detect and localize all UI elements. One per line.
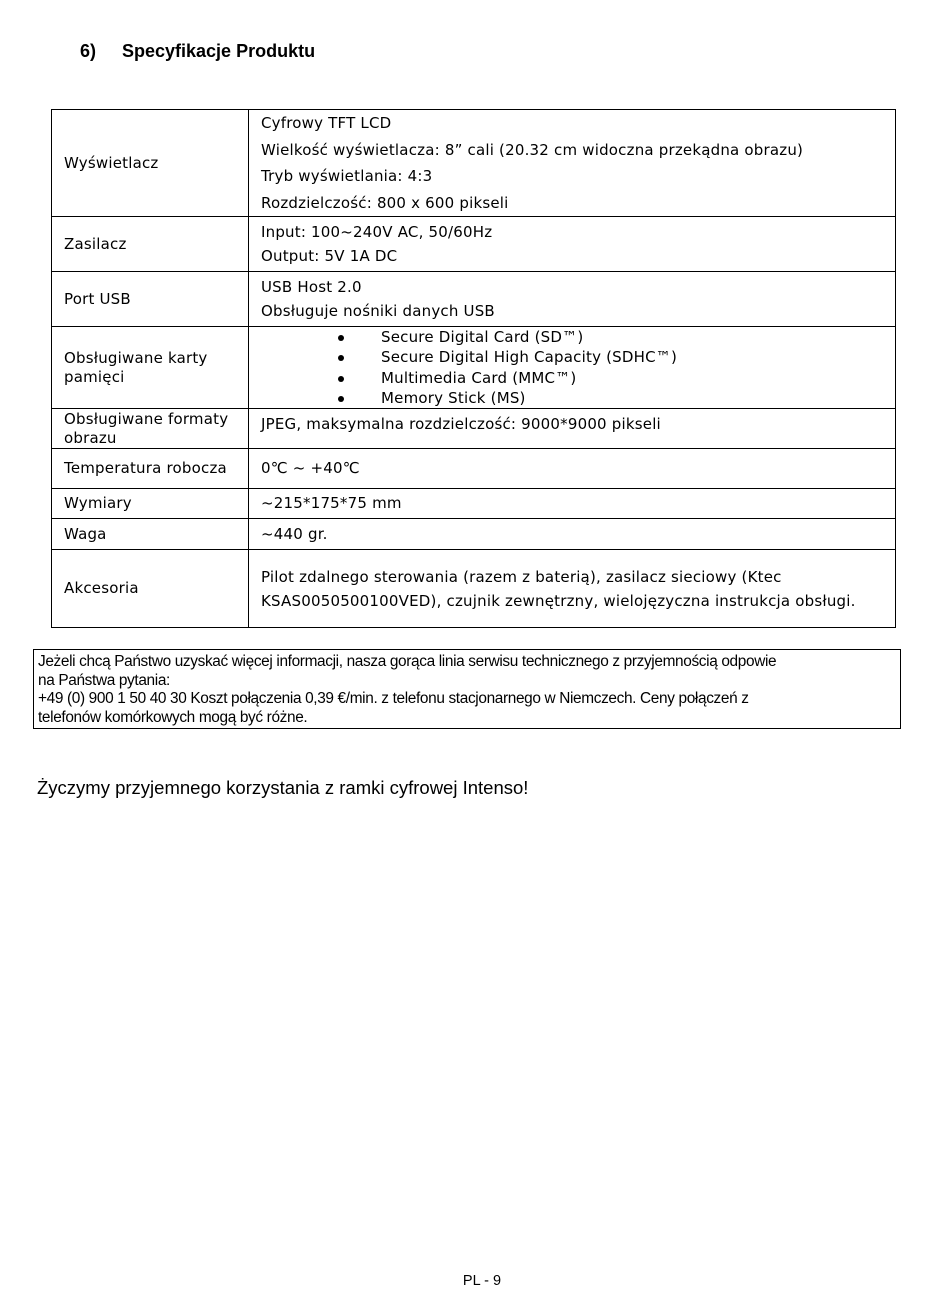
spec-value bbox=[249, 327, 896, 409]
spec-value-line: ~215*175*75 mm bbox=[261, 494, 402, 513]
spec-row-dimensions bbox=[52, 489, 896, 519]
spec-value-line: Rozdzielczość: 800 x 600 pikseli bbox=[261, 193, 509, 212]
bullet-icon bbox=[338, 396, 344, 402]
spec-row-power bbox=[52, 217, 896, 272]
list-item: Secure Digital Card (SD™) bbox=[261, 327, 895, 347]
info-line: +49 (0) 900 1 50 40 30 Koszt połączenia 0,39 €/min. z telefonu stacjonarnego w Niemczech. Ceny połączeń z bbox=[38, 690, 749, 707]
list-item: Memory Stick (MS) bbox=[261, 388, 895, 408]
page-number: PL - 9 bbox=[462, 1273, 502, 1289]
spec-value-line: Input: 100~240V AC, 50/60Hz bbox=[261, 223, 493, 241]
spec-row-weight bbox=[52, 519, 896, 550]
spec-value bbox=[249, 272, 896, 327]
spec-row-memory-cards bbox=[52, 327, 896, 409]
spec-value bbox=[249, 489, 896, 519]
spec-value-line: USB Host 2.0 bbox=[261, 278, 362, 296]
spec-row-temperature bbox=[52, 449, 896, 489]
spec-value-line: Wielkość wyświetlacza: 8” cali (20.32 cm widoczna przekądna obrazu) bbox=[261, 140, 804, 159]
section-heading bbox=[80, 41, 315, 62]
list-item: Multimedia Card (MMC™) bbox=[261, 368, 895, 388]
spec-value bbox=[249, 449, 896, 489]
memory-card-list bbox=[261, 327, 895, 408]
support-info-box bbox=[33, 649, 901, 729]
spec-row-usb bbox=[52, 272, 896, 327]
info-line: na Państwa pytania: bbox=[38, 671, 170, 689]
spec-label: Port USB bbox=[52, 272, 249, 327]
info-line: Jeżeli chcą Państwo uzyskać więcej informacji, nasza gorąca linia serwisu technicznego z przyjemnością odpowie bbox=[38, 653, 777, 670]
spec-label: Wyświetlacz bbox=[52, 110, 249, 217]
spec-label: Akcesoria bbox=[52, 550, 249, 628]
section-title: Specyfikacje Produktu bbox=[122, 41, 316, 61]
spec-value-line: 0℃ ~ +40℃ bbox=[261, 459, 360, 478]
spec-value bbox=[249, 409, 896, 449]
info-line: telefonów komórkowych mogą być różne. bbox=[38, 708, 308, 726]
spec-value-line: Cyfrowy TFT LCD bbox=[261, 114, 392, 132]
bullet-icon bbox=[338, 376, 344, 382]
closing-message: Życzymy przyjemnego korzystania z ramki cyfrowej Intenso! bbox=[37, 777, 529, 798]
spec-value-line: Tryb wyświetlania: 4:3 bbox=[261, 167, 433, 185]
section-number: 6) bbox=[80, 41, 97, 61]
spec-value bbox=[249, 110, 896, 217]
spec-label: Wymiary bbox=[52, 489, 249, 519]
bullet-icon bbox=[338, 355, 344, 361]
spec-label: Temperatura robocza bbox=[52, 449, 249, 489]
spec-label: Obsługiwane karty pamięci bbox=[52, 327, 249, 409]
spec-value-line: JPEG, maksymalna rozdzielczość: 9000*9000 pikseli bbox=[261, 415, 661, 433]
spec-value: Pilot zdalnego sterowania (razem z baterią), zasilacz sieciowy (Ktec KSAS0050500100VED), czujnik zewnętrzny, wielojęzyczna instrukcja obsługi. bbox=[249, 550, 896, 628]
spec-row-display bbox=[52, 110, 896, 217]
spec-label: Zasilacz bbox=[52, 217, 249, 272]
spec-label: Obsługiwane formaty obrazu bbox=[52, 409, 249, 449]
spec-value-line: Output: 5V 1A DC bbox=[261, 247, 398, 265]
spec-row-image-formats bbox=[52, 409, 896, 449]
spec-value-line: Obsługuje nośniki danych USB bbox=[261, 302, 495, 320]
bullet-icon bbox=[338, 335, 344, 341]
spec-value bbox=[249, 217, 896, 272]
spec-label: Waga bbox=[52, 519, 249, 550]
spec-table bbox=[51, 109, 896, 628]
spec-value-line: ~440 gr. bbox=[261, 524, 328, 543]
list-item: Secure Digital High Capacity (SDHC™) bbox=[261, 347, 895, 367]
spec-row-accessories bbox=[52, 550, 896, 628]
spec-value bbox=[249, 519, 896, 550]
